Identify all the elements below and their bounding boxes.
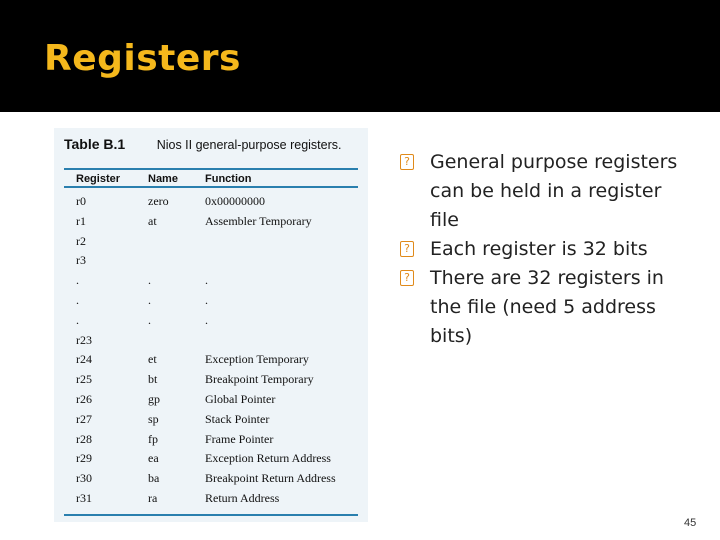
register-cell: .	[76, 312, 79, 327]
name-cell: at	[148, 213, 157, 228]
register-cell: .	[76, 273, 79, 288]
table-row	[54, 194, 368, 214]
table-row	[54, 333, 368, 353]
function-cell: Exception Return Address	[205, 451, 331, 466]
register-cell: r2	[76, 233, 86, 248]
table-bottom-rule	[64, 514, 358, 516]
function-cell: 0x00000000	[205, 194, 265, 208]
checkbox-bullet-icon: ?	[400, 270, 414, 286]
slide-title: Registers	[44, 38, 241, 79]
table-body	[54, 194, 368, 511]
name-cell: bt	[148, 372, 158, 387]
name-cell: .	[148, 312, 151, 327]
name-cell: ba	[148, 471, 160, 486]
function-cell: Breakpoint Return Address	[205, 471, 336, 486]
table-row	[54, 451, 368, 471]
register-cell: r29	[76, 451, 92, 466]
register-cell: r3	[76, 253, 86, 268]
table-row	[54, 234, 368, 254]
register-cell: r27	[76, 411, 92, 426]
table-row	[54, 313, 368, 333]
function-cell: .	[205, 312, 208, 327]
table-row	[54, 273, 368, 293]
bullet-item	[396, 264, 696, 351]
register-cell: .	[76, 292, 79, 307]
table-caption	[64, 136, 342, 152]
function-cell: .	[205, 273, 208, 288]
column-header-function: Function	[205, 173, 252, 185]
table-row	[54, 214, 368, 234]
table-row	[54, 293, 368, 313]
name-cell: ra	[148, 490, 158, 505]
name-cell: ea	[148, 451, 159, 466]
function-cell: Return Address	[205, 490, 280, 505]
page-number: 45	[684, 517, 697, 529]
register-cell: r0	[76, 194, 86, 208]
bullet-item	[396, 235, 696, 264]
table-row	[54, 412, 368, 432]
table-caption-text: Nios II general-purpose registers.	[156, 138, 342, 152]
register-cell: r26	[76, 391, 92, 406]
register-cell: r31	[76, 490, 92, 505]
table-row	[54, 352, 368, 372]
column-header-register: Register	[76, 173, 121, 185]
function-cell: Exception Temporary	[205, 352, 309, 367]
table-label: Table B.1	[64, 136, 126, 152]
bullet-text: Each register is 32 bits	[430, 238, 648, 260]
name-cell: gp	[148, 391, 160, 406]
table-row	[54, 432, 368, 452]
register-cell: r23	[76, 332, 92, 347]
checkbox-bullet-icon: ?	[400, 241, 414, 257]
register-cell: r25	[76, 372, 92, 387]
column-header-name: Name	[148, 173, 178, 185]
bullet-text: There are 32 registers in the file (need 5 address bits)	[430, 267, 664, 347]
table-top-rule	[64, 168, 358, 170]
function-cell: Breakpoint Temporary	[205, 372, 314, 387]
bullet-item	[396, 148, 696, 235]
bullet-text: General purpose registers can be held in a register file	[430, 151, 678, 231]
table-row	[54, 372, 368, 392]
table-header-rule	[64, 186, 358, 188]
name-cell: fp	[148, 431, 158, 446]
table-row	[54, 253, 368, 273]
name-cell: zero	[148, 194, 169, 208]
table-row	[54, 392, 368, 412]
register-cell: r30	[76, 471, 92, 486]
name-cell: .	[148, 273, 151, 288]
register-cell: r24	[76, 352, 92, 367]
function-cell: Stack Pointer	[205, 411, 270, 426]
register-cell: r1	[76, 213, 86, 228]
name-cell: .	[148, 292, 151, 307]
table-row	[54, 471, 368, 491]
name-cell: et	[148, 352, 157, 367]
name-cell: sp	[148, 411, 159, 426]
function-cell: .	[205, 292, 208, 307]
register-cell: r28	[76, 431, 92, 446]
register-table	[54, 128, 368, 522]
function-cell: Global Pointer	[205, 391, 276, 406]
function-cell: Assembler Temporary	[205, 213, 312, 228]
table-row	[54, 491, 368, 511]
function-cell: Frame Pointer	[205, 431, 274, 446]
checkbox-bullet-icon: ?	[400, 154, 414, 170]
bullet-list	[396, 148, 696, 351]
title-bar	[0, 0, 720, 112]
